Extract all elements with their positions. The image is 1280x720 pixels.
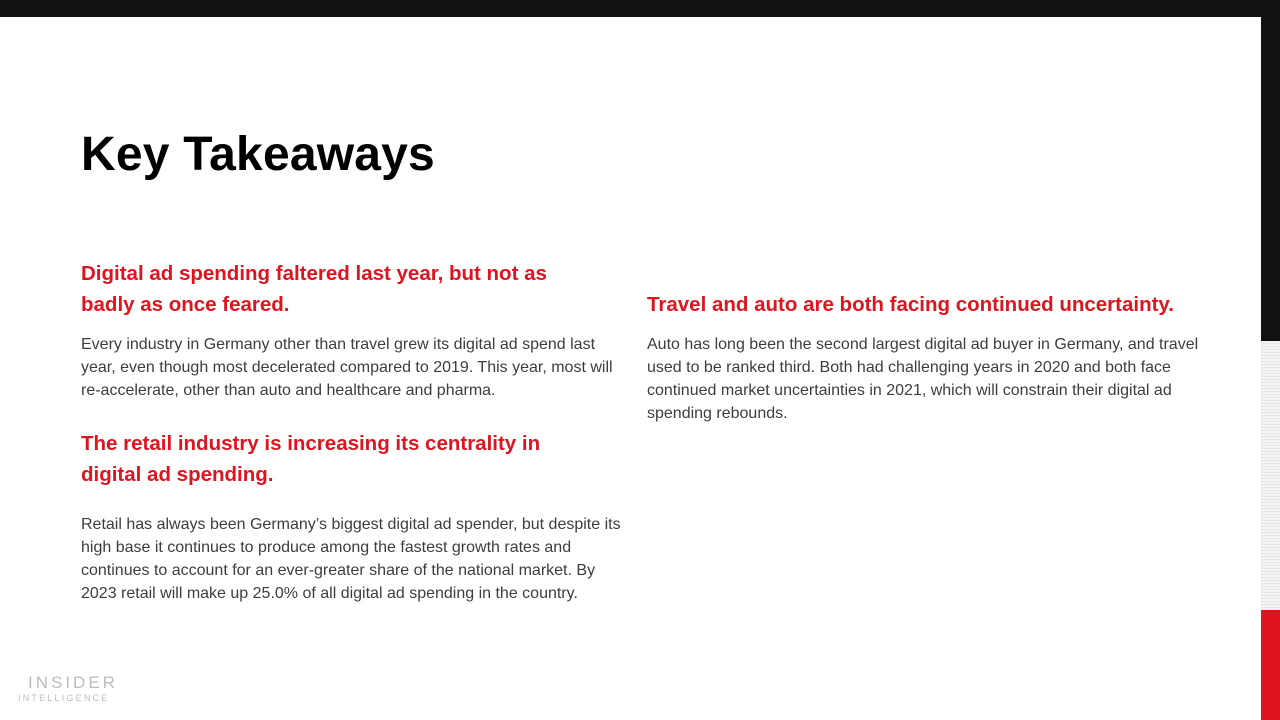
insider-intelligence-logo	[18, 674, 118, 704]
top-bar	[0, 0, 1280, 17]
takeaway-heading-travel-auto: Travel and auto are both facing continued uncertainty.	[647, 293, 1175, 316]
slide-title: Key Takeaways	[81, 128, 435, 181]
right-edge-red-bar	[1261, 610, 1280, 720]
logo-line-intelligence: INTELLIGENCE	[18, 693, 110, 703]
right-edge-black-bar	[1261, 0, 1280, 341]
logo-line-insider: INSIDER	[28, 673, 118, 692]
takeaway-heading-retail: The retail industry is increasing its centrality in digital ad spending.	[81, 432, 541, 486]
takeaway-body-retail: Retail has always been Germany’s biggest digital ad spender, but despite its high base it continues to produce among the fastest growth rates and continues to account for an ever-greater share of the national market. By 2023 retail will make up 25.0% of all digital ad spending in the country.	[81, 516, 621, 602]
right-edge-pattern	[1261, 341, 1280, 610]
takeaway-body-travel-auto: Auto has long been the second largest digital ad buyer in Germany, and travel used to be ranked third. Both had challenging years in 2020 and both face continued market uncertainties in 2021, which will constrain their digital ad spending rebounds.	[647, 336, 1199, 422]
takeaway-heading-ad-spending: Digital ad spending faltered last year, but not as badly as once feared.	[81, 262, 547, 316]
takeaway-body-ad-spending: Every industry in Germany other than travel grew its digital ad spend last year, even though most decelerated compared to 2019. This year, most will re-accelerate, other than auto and healthcare and pharma.	[81, 336, 613, 399]
